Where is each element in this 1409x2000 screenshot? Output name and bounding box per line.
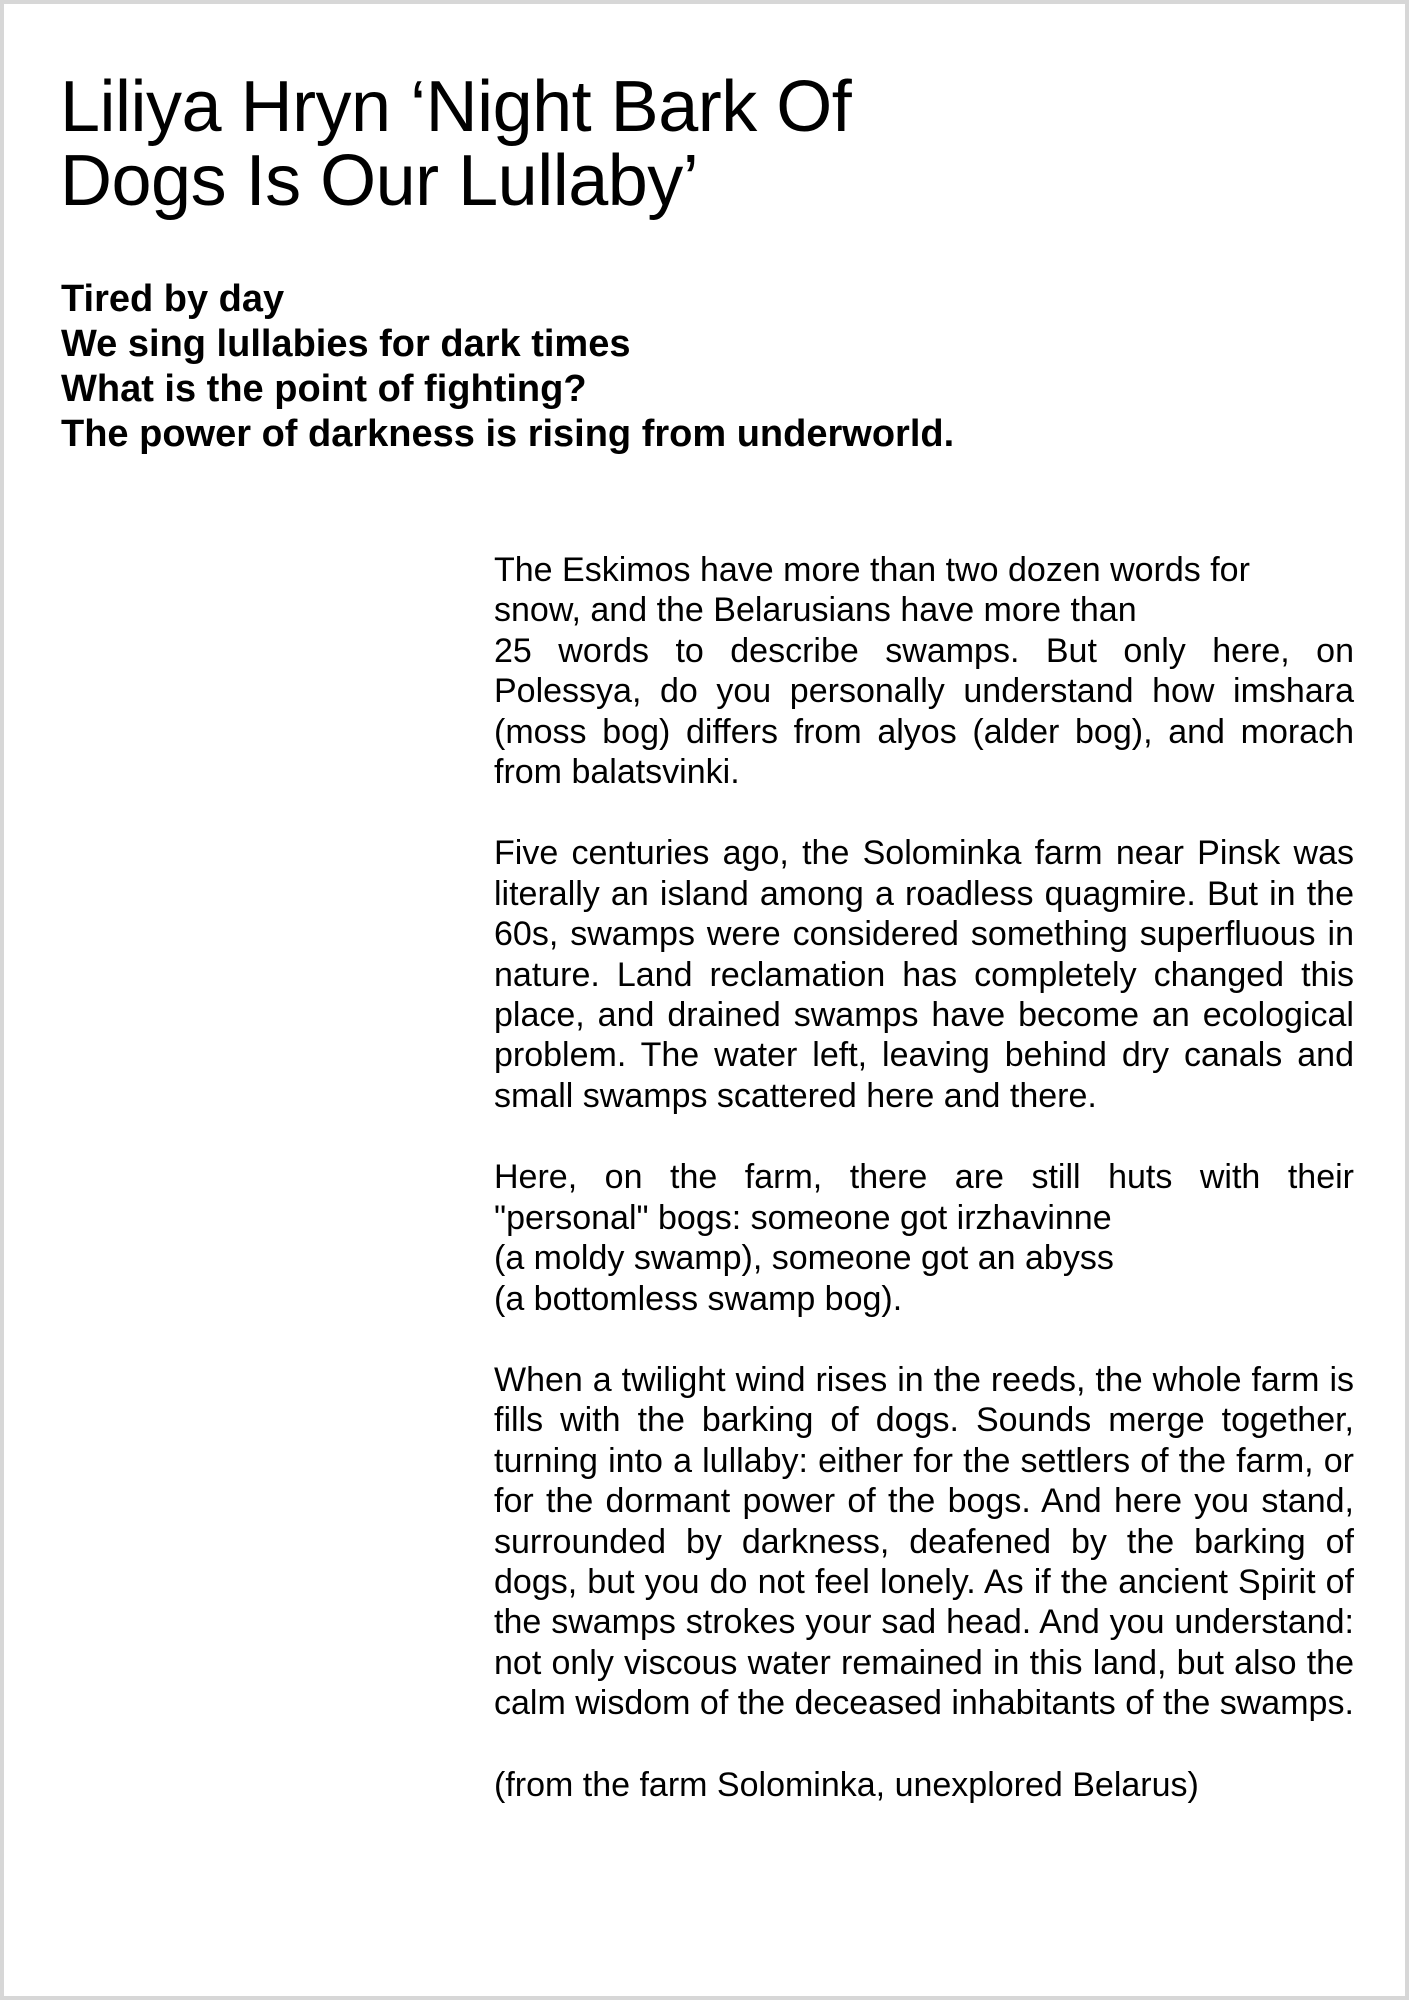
paragraph-text: Five centuries ago, the Solominka farm near Pinsk was literally an island among a roadless quagmire. But in the 60s, swamps were considered something superfluous in nature. Land reclamation has completely changed this place, and drained swamps have become an ecological problem. The water left, leaving behind dry canals and small swamps scattered here and there. (494, 834, 1354, 1115)
paragraph-line: (a moldy swamp), someone got an abyss (494, 1239, 1114, 1278)
poem-line: Tired by day (61, 278, 285, 320)
paragraph-solominka-history (494, 833, 1354, 1116)
title-line-2: Dogs Is Our Lullaby’ (60, 141, 699, 221)
paragraph-text: When a twilight wind rises in the reeds, the whole farm is fills with the barking of dogs. Sounds merge together, turning into a lullaby: either for the settlers of the farm, or for the dormant power of the bogs. And here you stand, surrounded by darkness, deafened by the barking of dogs, but you do not feel lonely. As if the ancient Spirit of the swamps strokes your sad head. And you understand: not only viscous water remained in this land, but also the calm wisdom of the deceased inhabitants of the swamps. (494, 1360, 1354, 1723)
page-title (60, 67, 1160, 221)
paragraph-personal-bogs (494, 1157, 1354, 1319)
source-note-text: (from the farm Solominka, unexplored Belarus) (494, 1765, 1199, 1804)
poem-line: We sing lullabies for dark times (61, 323, 631, 365)
source-note (494, 1765, 1354, 1805)
paragraph-text: 25 words to describe swamps. But only here, on Polessya, do you personally understand how imshara (moss bog) differs from alyos (alder bog), and morach from balatsvinki. (494, 631, 1354, 792)
body-text-column (494, 550, 1354, 1805)
paragraph-line: snow, and the Belarusians have more than (494, 591, 1137, 630)
paragraph-line: "personal" bogs: someone got irzhavinne (494, 1198, 1112, 1237)
paragraph-line: Here, on the farm, there are still huts with their (494, 1158, 1354, 1197)
poem-line: What is the point of fighting? (61, 368, 587, 410)
paragraph-line: The Eskimos have more than two dozen words for (494, 551, 1250, 589)
paragraph-twilight-wind (494, 1360, 1354, 1724)
paragraph-line: (a bottomless swamp bog). (494, 1279, 903, 1318)
title-line-1: Liliya Hryn ‘Night Bark Of (60, 67, 852, 147)
poem-line: The power of darkness is rising from underworld. (61, 413, 955, 455)
poem-epigraph (61, 277, 1261, 457)
paragraph-eskimos-swamps (494, 550, 1354, 792)
